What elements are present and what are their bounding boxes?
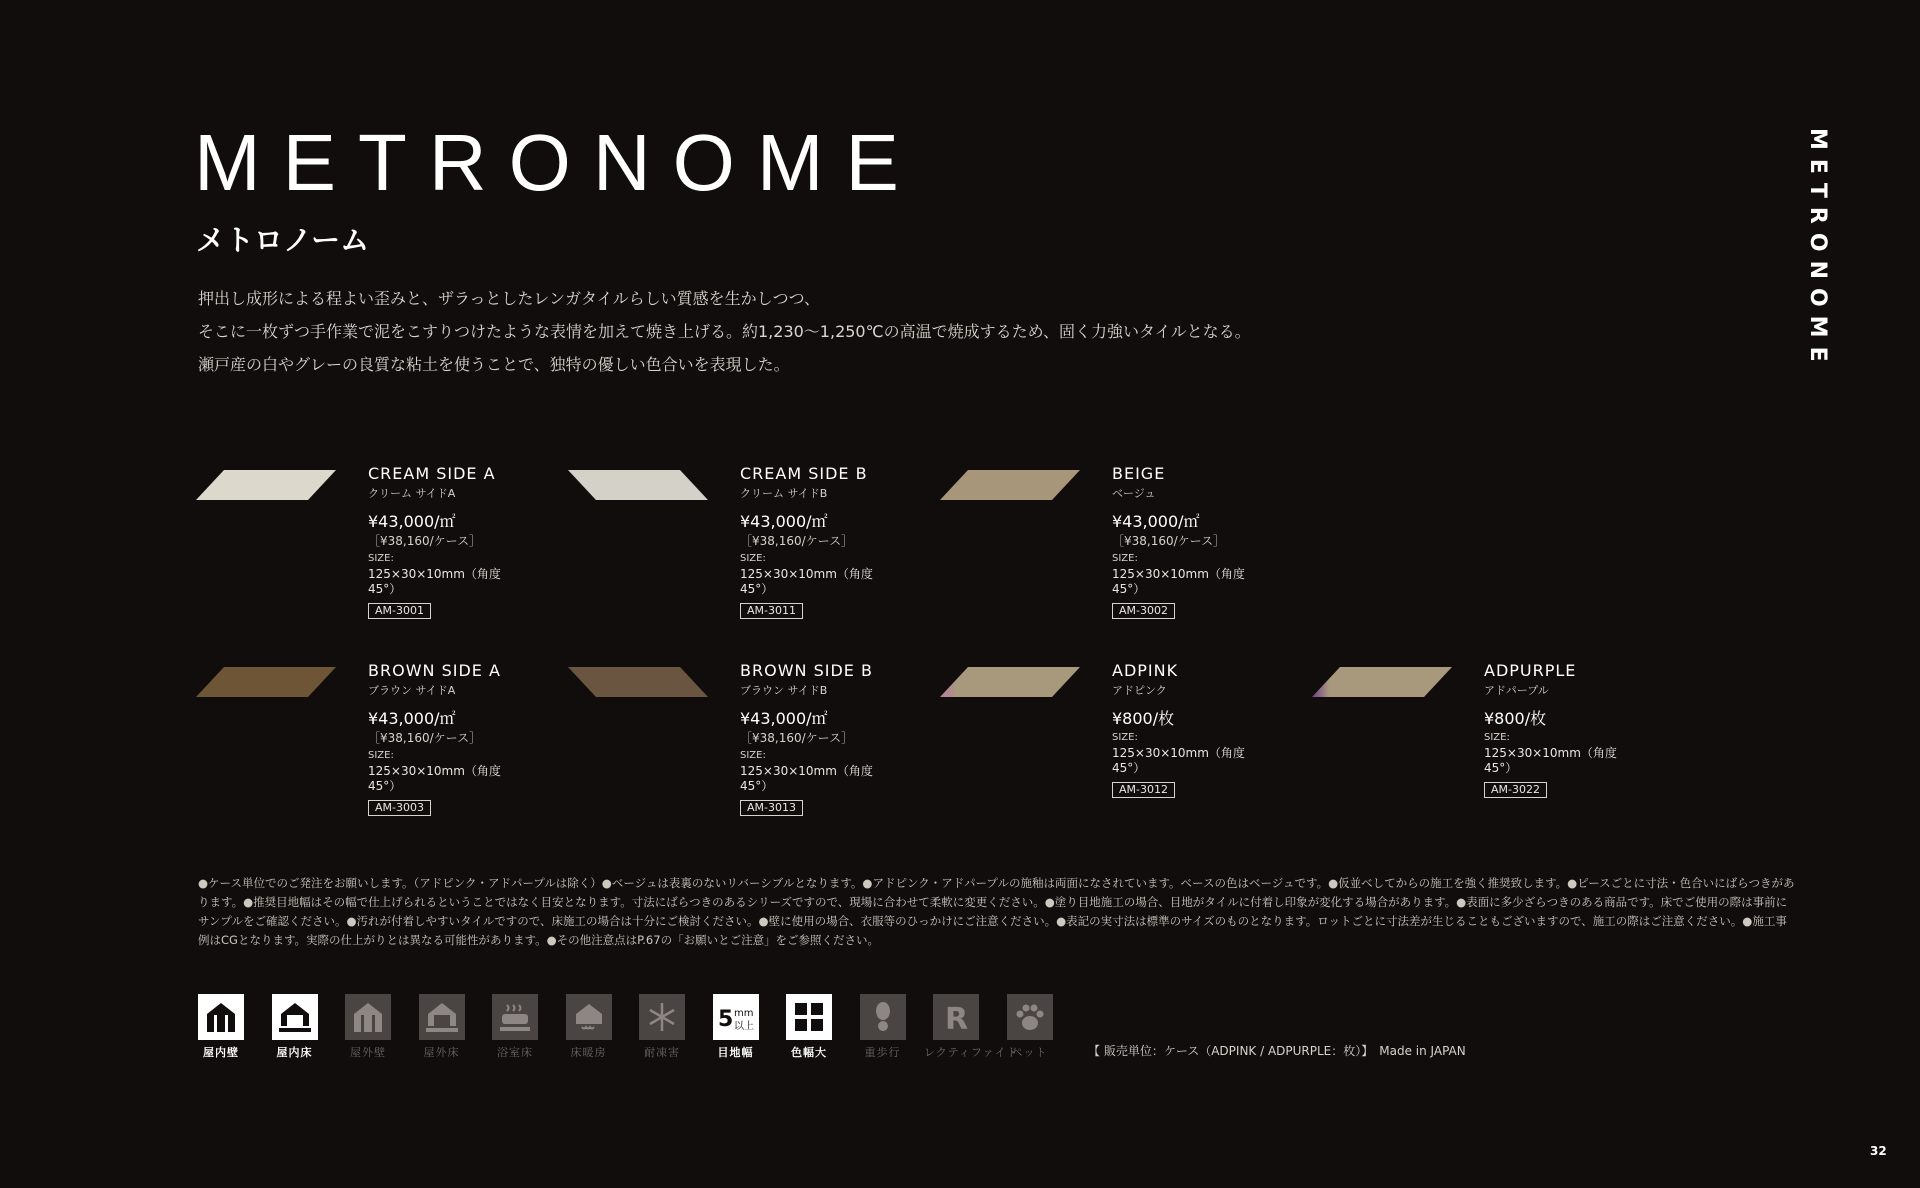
- feature-item: [263, 994, 327, 1060]
- size-value: 125×30×10mm（角度45°）: [368, 764, 501, 793]
- product-name-jp: アドパープル: [1484, 684, 1549, 697]
- feature-label: 屋内床: [276, 1046, 313, 1059]
- feature-label: 浴室床: [497, 1046, 533, 1059]
- feature-label: 耐凍害: [644, 1046, 680, 1059]
- feature-label: レクティファイド: [924, 1046, 1019, 1059]
- size-value: 125×30×10mm（角度45°）: [1112, 567, 1245, 596]
- description-line: 瀬戸産の白やグレーの良質な粘土を使うことで、独特の優しい色合いを表現した。: [198, 355, 790, 374]
- indoor-floor-icon: [272, 994, 318, 1040]
- badge-unit: mm: [733, 1008, 753, 1019]
- product-info: [1484, 661, 1642, 798]
- tile-swatch-icon: [940, 470, 1080, 500]
- floor-heating-icon: [566, 994, 612, 1040]
- feature-label: 屋内壁: [203, 1046, 239, 1059]
- pet-icon: [1007, 994, 1053, 1040]
- product-price: ¥43,000/㎡: [740, 709, 828, 728]
- product-info: [740, 661, 898, 816]
- outdoor-wall-icon: [345, 994, 391, 1040]
- product-info: [740, 464, 898, 619]
- feature-label: 床暖房: [570, 1046, 607, 1059]
- tile-swatch-icon: [1312, 667, 1452, 697]
- product-price: ¥800/枚: [1484, 709, 1547, 728]
- feature-item: [336, 994, 400, 1060]
- product-name-jp: ブラウン サイドA: [368, 684, 456, 697]
- product-name-jp: クリーム サイドA: [368, 487, 456, 500]
- feature-item: [410, 994, 474, 1060]
- feature-item: [851, 994, 915, 1060]
- product-name: ADPINK: [1112, 661, 1179, 680]
- feature-label: 重歩行: [864, 1046, 901, 1059]
- page-subtitle: メトロノーム: [196, 223, 370, 257]
- size-label: SIZE:: [368, 553, 394, 564]
- tile-swatch-icon: [940, 667, 1080, 697]
- feature-item: [777, 994, 841, 1060]
- feature-label: ペット: [1011, 1046, 1048, 1059]
- feature-item: [630, 994, 694, 1060]
- indoor-wall-icon: [198, 994, 244, 1040]
- product-info: [368, 464, 526, 619]
- size-label: SIZE:: [1112, 553, 1138, 564]
- product-name: BROWN SIDE B: [740, 661, 873, 680]
- feature-item: [483, 994, 547, 1060]
- size-value: 125×30×10mm（角度45°）: [740, 764, 873, 793]
- product-item: [568, 464, 898, 624]
- feature-item: [189, 994, 253, 1060]
- frost-icon: [639, 994, 685, 1040]
- outdoor-floor-icon: [419, 994, 465, 1040]
- product-name-jp: クリーム サイドB: [740, 487, 828, 500]
- product-name-jp: ベージュ: [1112, 487, 1156, 500]
- page-title: METRONOME: [194, 118, 921, 207]
- product-name: CREAM SIDE B: [740, 464, 868, 483]
- joint-width-icon: [713, 994, 759, 1040]
- product-info: [1112, 661, 1270, 798]
- product-price: ¥800/枚: [1112, 709, 1175, 728]
- feature-label: 目地幅: [717, 1046, 754, 1059]
- product-price: ¥43,000/㎡: [368, 512, 456, 531]
- product-code: AM-3012: [1112, 782, 1175, 798]
- size-value: 125×30×10mm（角度45°）: [740, 567, 873, 596]
- feature-item: [998, 994, 1062, 1060]
- case-price: ［¥38,160/ケース］: [1112, 534, 1226, 548]
- product-name-jp: ブラウン サイドB: [740, 684, 828, 697]
- product-name: BROWN SIDE A: [368, 661, 501, 680]
- sales-unit-note: 【 販売単位：ケース（ADPINK / ADPURPLE：枚）】 Made in JAPAN: [1088, 1044, 1466, 1058]
- rectified-icon: [933, 994, 979, 1040]
- case-price: ［¥38,160/ケース］: [740, 534, 854, 548]
- product-item: [196, 661, 526, 821]
- feature-item: [557, 994, 621, 1060]
- product-name-jp: アドピンク: [1112, 684, 1167, 697]
- size-label: SIZE:: [368, 750, 394, 761]
- description-line: そこに一枚ずつ手作業で泥をこすりつけたような表情を加えて焼き上げる。約1,230〜1,250℃の高温で焼成するため、固く力強いタイルとなる。: [198, 322, 1251, 341]
- product-price: ¥43,000/㎡: [1112, 512, 1200, 531]
- notes: ●ケース単位でのご発注をお願いします。（アドピンク・アドパープルは除く）●ベージュは表裏のないリバーシブルとなります。●アドピンク・アドパープルの施釉は両面になされています。ベースの色はベージュです。●仮並べしてからの施工を強く推奨致します。●ピースごとに寸法・色合いにばらつきがあります。●推奨目地幅はその幅で仕上げられるということではなく目安となります。寸法にばらつきのあるシリーズですので、現場に合わせて柔軟に変更ください。●塗り目地施工の場合、目地がタイルに付着し印象が変化する場合があります。●表面に多少ざらつきのある商品です。床でご使用の際は事前にサンプルをご確認ください。●汚れが付着しやすいタイルですので、床施工の場合は十分にご検討ください。●壁に使用の場合、衣服等のひっかけにご注意ください。●表記の実寸法は標準のサイズのものとなります。ロットごとに寸法差が生じることもございますので、施工の際はご注意ください。●施工事例はCGとなります。実際の仕上がりとは異なる可能性があります。●その他注意点はP.67の「お願いとご注意」をご参照ください。: [198, 876, 1795, 947]
- size-value: 125×30×10mm（角度45°）: [368, 567, 501, 596]
- feature-label: 屋外床: [423, 1046, 460, 1059]
- bath-floor-icon: [492, 994, 538, 1040]
- description-line: 押出し成形による程よい歪みと、ザラっとしたレンガタイルらしい質感を生かしつつ、: [198, 289, 821, 308]
- size-label: SIZE:: [740, 750, 766, 761]
- description: [198, 282, 1251, 381]
- product-info: [1112, 464, 1270, 619]
- case-price: ［¥38,160/ケース］: [368, 731, 482, 745]
- page-number: 32: [1870, 1144, 1887, 1158]
- product-item: [940, 661, 1270, 821]
- product-item: [1312, 661, 1642, 821]
- feature-item: [924, 994, 1019, 1060]
- product-price: ¥43,000/㎡: [740, 512, 828, 531]
- product-item: [568, 661, 898, 821]
- product-info: [368, 661, 526, 816]
- product-name: CREAM SIDE A: [368, 464, 496, 483]
- size-label: SIZE:: [1112, 732, 1138, 743]
- tile-swatch-icon: [568, 667, 708, 697]
- case-price: ［¥38,160/ケース］: [368, 534, 482, 548]
- feature-label: 屋外壁: [350, 1046, 386, 1059]
- product-code: AM-3011: [740, 603, 803, 619]
- heavy-traffic-icon: [860, 994, 906, 1040]
- tile-swatch-icon: [196, 667, 336, 697]
- rectified-letter: R: [945, 1002, 969, 1034]
- color-range-icon: [786, 994, 832, 1040]
- product-code: AM-3013: [740, 800, 803, 816]
- product-code: AM-3022: [1484, 782, 1547, 798]
- product-item: [940, 464, 1270, 624]
- product-code: AM-3003: [368, 800, 431, 816]
- size-value: 125×30×10mm（角度45°）: [1484, 746, 1617, 775]
- feature-item: [704, 994, 768, 1060]
- product-code: AM-3002: [1112, 603, 1175, 619]
- badge-number: 5: [717, 1007, 733, 1032]
- product-name: BEIGE: [1112, 464, 1166, 483]
- tile-swatch-icon: [196, 470, 336, 500]
- badge-sub: 以上: [733, 1021, 754, 1032]
- product-name: ADPURPLE: [1484, 661, 1577, 680]
- size-label: SIZE:: [1484, 732, 1510, 743]
- product-code: AM-3001: [368, 603, 431, 619]
- tile-swatch-icon: [568, 470, 708, 500]
- product-price: ¥43,000/㎡: [368, 709, 456, 728]
- product-item: [196, 464, 526, 624]
- side-title: METRONOME: [1805, 128, 1830, 371]
- size-value: 125×30×10mm（角度45°）: [1112, 746, 1245, 775]
- size-label: SIZE:: [740, 553, 766, 564]
- feature-label: 色幅大: [791, 1046, 827, 1059]
- case-price: ［¥38,160/ケース］: [740, 731, 854, 745]
